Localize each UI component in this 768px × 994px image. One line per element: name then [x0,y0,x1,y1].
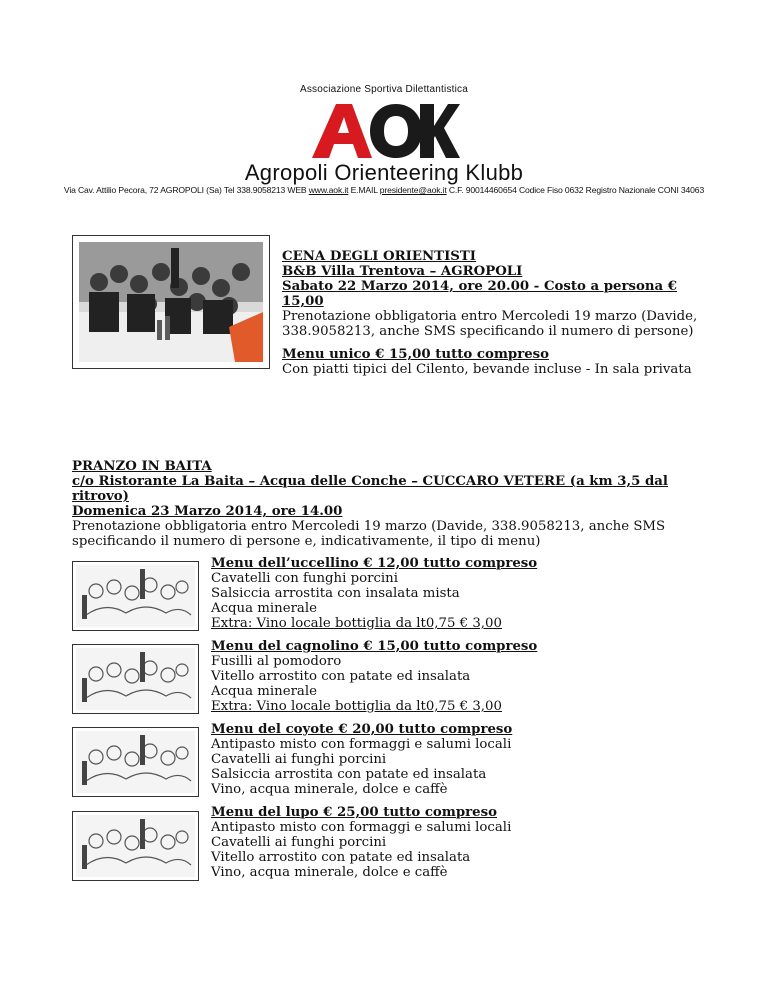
menu-thumbnail [72,727,199,797]
menu-line: Cavatelli con funghi porcini [211,571,398,586]
menu-line: Vitello arrostito con patate ed insalata [211,669,471,684]
cena-section [282,249,722,339]
cena-title: CENA DEGLI ORIENTISTI [282,249,477,264]
menu-extra: Extra: Vino locale bottiglia da lt0,75 € 3,00 [211,616,502,631]
cena-menu-title: Menu unico € 15,00 tutto compreso [282,347,550,362]
menu-title: Menu del lupo € 25,00 tutto compreso [211,805,497,820]
contact-address: Via Cav. Attilio Pecora, 72 AGROPOLI (Sa) Tel 338.9058213 WEB [63,185,309,195]
association-subtitle: Associazione Sportiva Dilettantistica [299,84,469,95]
menu-line: Vino, acqua minerale, dolce e caffè [211,865,448,880]
aok-logo [308,100,460,160]
club-name: Agropoli Orienteering Klubb [244,160,524,185]
contact-email-label: E.MAIL [348,185,380,195]
menu-thumbnail [72,644,199,714]
cena-date: Sabato 22 Marzo 2014, ore 20.00 - Costo a persona € 15,00 [282,279,678,309]
menu-thumbnail [72,811,199,881]
group-photo [72,235,270,369]
menu-title: Menu dell’uccellino € 12,00 tutto compreso [211,556,538,571]
menu-uccellino [211,556,631,631]
menu-line: Vitello arrostito con patate ed insalata [211,850,471,865]
menu-line: Vino, acqua minerale, dolce e caffè [211,782,448,797]
contact-registry: C.F. 90014460654 Codice Fiso 0632 Registro Nazionale CONI 34063 [446,185,705,195]
cena-menu [282,347,722,377]
menu-coyote [211,722,631,797]
cena-menu-desc: Con piatti tipici del Cilento, bevande incluse - In sala privata [282,362,692,377]
menu-cagnolino [211,639,631,714]
menu-lupo [211,805,631,880]
menu-line: Cavatelli ai funghi porcini [211,835,387,850]
pranzo-date: Domenica 23 Marzo 2014, ore 14.00 [72,504,343,519]
menu-line: Salsiccia arrostita con patate ed insalata [211,767,487,782]
menu-thumbnail [72,561,199,631]
menu-line: Antipasto misto con formaggi e salumi locali [211,737,512,752]
cena-venue: B&B Villa Trentova – AGROPOLI [282,264,523,279]
contact-line [14,185,754,195]
menu-line: Cavatelli ai funghi porcini [211,752,387,767]
menu-title: Menu del cagnolino € 15,00 tutto compreso [211,639,538,654]
menu-line: Acqua minerale [211,601,317,616]
menu-line: Salsiccia arrostita con insalata mista [211,586,460,601]
cena-booking: Prenotazione obbligatoria entro Mercoledi 19 marzo (Davide, 338.9058213, anche SMS specificando il numero di persone) [282,309,698,339]
pranzo-venue: c/o Ristorante La Baita – Acqua delle Conche – CUCCARO VETERE (a km 3,5 dal ritrovo) [72,474,668,504]
website-link[interactable]: www.aok.it [308,185,349,195]
menu-line: Antipasto misto con formaggi e salumi locali [211,820,512,835]
pranzo-booking: Prenotazione obbligatoria entro Mercoledi 19 marzo (Davide, 338.9058213, anche SMS specificando il numero di persone e, indicativamente, il tipo di menu) [72,519,666,549]
menu-line: Fusilli al pomodoro [211,654,342,669]
menu-line: Acqua minerale [211,684,317,699]
email-link[interactable]: presidente@aok.it [379,185,447,195]
pranzo-title: PRANZO IN BAITA [72,459,212,474]
pranzo-section [72,459,692,549]
menu-extra: Extra: Vino locale bottiglia da lt0,75 € 3,00 [211,699,502,714]
menu-title: Menu del coyote € 20,00 tutto compreso [211,722,513,737]
